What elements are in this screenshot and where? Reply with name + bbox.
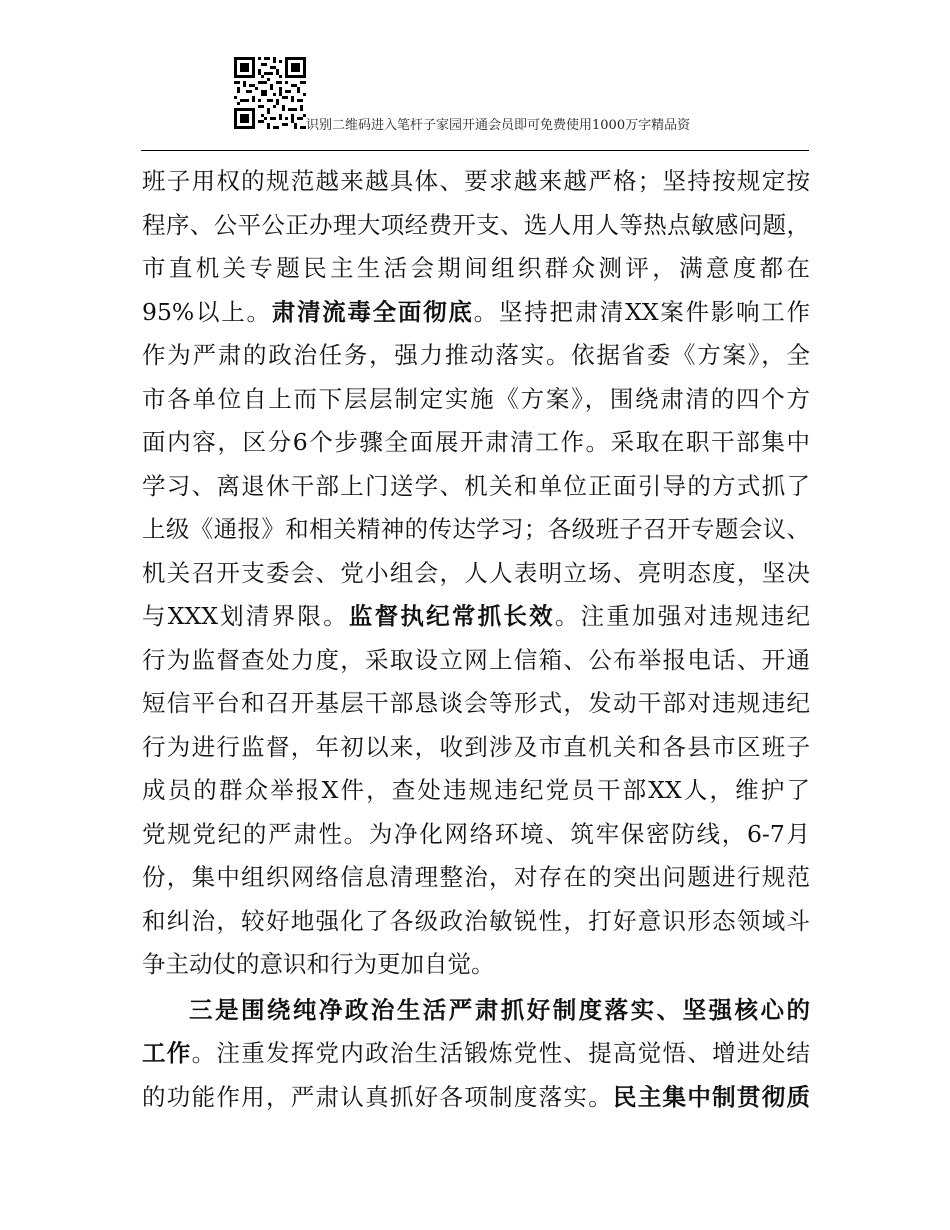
- text-segment: 。注重加强对违规违纪: [554, 602, 811, 630]
- text-segment: 争主动仗的意识和行为更加自觉。: [142, 950, 495, 978]
- text-line: [142, 1032, 810, 1076]
- text-segment: 的功能作用，严肃认真抓好各项制度落实。: [142, 1082, 613, 1111]
- text-segment: 短信平台和召开基层干部恳谈会等形式，发动干部对违规违纪: [142, 689, 810, 717]
- text-line: [142, 204, 810, 248]
- text-segment: 学习、离退休干部上门送学、机关和单位正面引导的方式抓了: [142, 471, 810, 500]
- text-line: [142, 900, 810, 944]
- bold-heading-text: 监督执纪常抓长效: [348, 602, 555, 630]
- text-segment: 党规党纪的严肃性。为净化网络环境、筑牢保密防线，6-7月: [142, 819, 810, 848]
- text-line: [142, 989, 810, 1033]
- text-segment: 。坚持把肃清XX案件影响工作: [473, 297, 810, 326]
- text-segment: 行为进行监督，年初以来，收到涉及市直机关和各县市区班子: [142, 732, 810, 761]
- text-line: [142, 726, 810, 770]
- text-segment: 份，集中组织网络信息清理整治，对存在的突出问题进行规范: [142, 863, 810, 891]
- text-segment: 面内容，区分6个步骤全面展开肃清工作。采取在职干部集中: [142, 428, 810, 456]
- text-line: [142, 378, 810, 422]
- text-segment: 作为严肃的政治任务，强力推动落实。依据省委《方案》，全: [142, 341, 810, 369]
- text-segment: 市直机关专题民主生活会期间组织群众测评，满意度都在: [142, 254, 810, 282]
- bold-heading-text: 三是围绕纯净政治生活严肃抓好制度落实、坚强核心的: [189, 995, 810, 1024]
- text-segment: 。注重发挥党内政治生活锻炼党性、提高觉悟、增进处结: [191, 1039, 811, 1067]
- text-line: [142, 856, 810, 900]
- text-segment: 行为监督查处力度，采取设立网上信箱、公布举报电话、开通: [142, 645, 810, 674]
- text-segment: 程序、公平公正办理大项经费开支、选人用人等热点敏感问题，: [142, 210, 810, 239]
- text-line: [142, 421, 810, 465]
- text-line: [142, 813, 810, 857]
- text-line: [142, 943, 810, 987]
- text-segment: 成员的群众举报X件，查处违规违纪党员干部XX人，维护了: [142, 776, 810, 804]
- qr-code-image: [234, 57, 306, 129]
- bold-heading-text: 工作: [142, 1039, 192, 1067]
- header-divider: [141, 150, 809, 151]
- text-segment: 和纠治，较好地强化了各级政治敏锐性，打好意识形态领域斗: [142, 906, 810, 935]
- text-line: [142, 291, 810, 335]
- text-line: [142, 160, 810, 204]
- text-line: [142, 552, 810, 596]
- header-promo-text: 识别二维码进入笔杆子家园开通会员即可免费使用1000万字精品资: [306, 118, 691, 133]
- text-segment: 上级《通报》和相关精神的传达学习；各级班子召开专题会议、: [142, 515, 810, 543]
- text-line: [142, 639, 810, 683]
- text-segment: 与XXX划清界限。: [142, 602, 349, 630]
- text-line: [142, 769, 810, 813]
- bold-heading-text: 民主集中制贯彻质: [612, 1082, 811, 1111]
- text-line: [142, 682, 810, 726]
- document-body: [142, 160, 810, 1119]
- text-line: [142, 595, 810, 639]
- text-line: [142, 465, 810, 509]
- text-segment: 95%以上。: [142, 297, 272, 326]
- text-segment: 机关召开支委会、党小组会，人人表明立场、亮明态度，坚决: [142, 558, 810, 587]
- text-segment: 市各单位自上而下层层制定实施《方案》，围绕肃清的四个方: [142, 384, 810, 413]
- bold-heading-text: 肃清流毒全面彻底: [271, 297, 474, 326]
- text-line: [142, 334, 810, 378]
- text-line: [142, 508, 810, 552]
- text-segment: 班子用权的规范越来越具体、要求越来越严格；坚持按规定按: [142, 167, 810, 195]
- text-line: [142, 1076, 810, 1120]
- text-line: [142, 247, 810, 291]
